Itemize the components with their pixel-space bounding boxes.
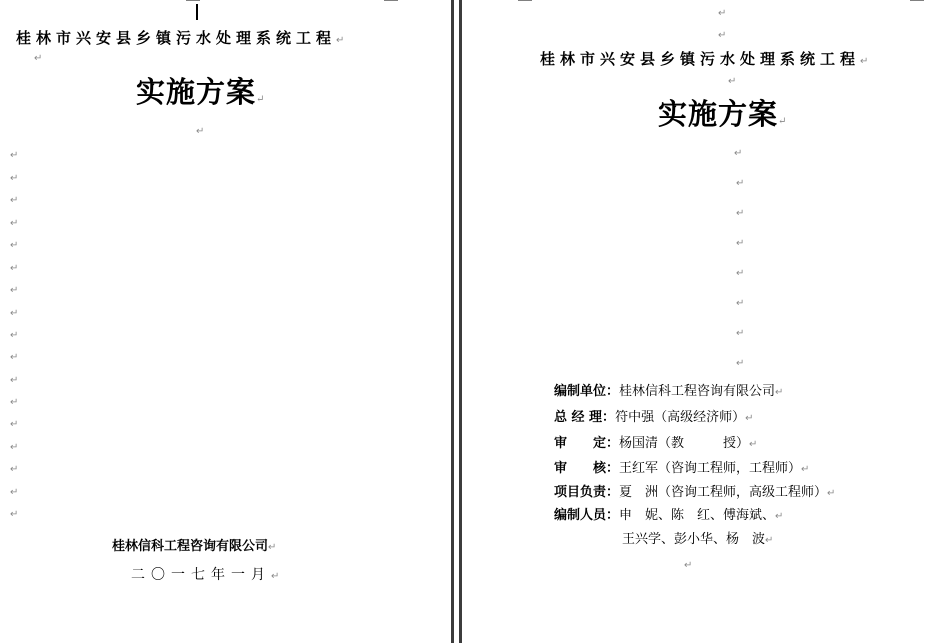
info-row-staff: 编制人员：申 妮、陈 红、傅海斌、 ↵ bbox=[554, 507, 783, 525]
paragraph-mark-icon bbox=[271, 571, 285, 582]
project-title: 桂林市兴安县乡镇污水处理系统工程 ↵ bbox=[16, 27, 349, 48]
paragraph-mark-icon bbox=[10, 464, 18, 475]
paragraph-mark-icon bbox=[736, 358, 744, 369]
info-row-general-manager: 总 经 理：符中强（高级经济师） ↵ bbox=[554, 409, 753, 427]
paragraph-mark-icon bbox=[736, 208, 744, 219]
page-corner-mark bbox=[384, 0, 398, 1]
paragraph-mark-icon bbox=[10, 240, 18, 251]
paragraph-mark-icon bbox=[10, 218, 18, 229]
page-corner-mark bbox=[186, 0, 200, 1]
text-cursor-icon bbox=[196, 4, 198, 20]
paragraph-mark-icon bbox=[775, 387, 783, 398]
paragraph-mark-icon bbox=[684, 560, 692, 571]
paragraph-mark-icon bbox=[736, 268, 744, 279]
paragraph-mark-icon bbox=[775, 511, 783, 522]
paragraph-mark-icon bbox=[827, 488, 835, 499]
paragraph-mark-icon bbox=[10, 195, 18, 206]
paragraph-mark-icon bbox=[734, 148, 742, 159]
paragraph-mark-icon bbox=[256, 94, 265, 105]
paragraph-mark-icon bbox=[10, 442, 18, 453]
paragraph-mark-icon bbox=[10, 263, 18, 274]
paragraph-mark-icon bbox=[860, 56, 873, 67]
paragraph-mark-icon bbox=[801, 464, 809, 475]
paragraph-mark-icon bbox=[10, 509, 18, 520]
page-2[interactable] bbox=[462, 0, 938, 643]
paragraph-mark-icon bbox=[10, 330, 18, 341]
page-corner-mark bbox=[910, 0, 924, 1]
paragraph-mark-icon bbox=[10, 352, 18, 363]
paragraph-mark-icon bbox=[736, 178, 744, 189]
paragraph-mark-icon bbox=[196, 126, 204, 137]
paragraph-mark-icon bbox=[718, 30, 726, 41]
info-row-compiler: 编制单位：桂林信科工程咨询有限公司 ↵ bbox=[554, 383, 783, 401]
paragraph-mark-icon bbox=[749, 439, 757, 450]
paragraph-mark-icon bbox=[10, 308, 18, 319]
paragraph-mark-icon bbox=[34, 53, 42, 64]
paragraph-mark-icon bbox=[745, 413, 753, 424]
paragraph-mark-icon bbox=[336, 35, 349, 46]
info-row-approver: 审 定：杨国清（教 授） ↵ bbox=[554, 435, 757, 453]
paragraph-mark-icon bbox=[10, 150, 18, 161]
paragraph-mark-icon bbox=[268, 542, 276, 553]
paragraph-mark-icon bbox=[765, 535, 773, 546]
paragraph-mark-icon bbox=[10, 173, 18, 184]
paragraph-mark-icon bbox=[728, 76, 736, 87]
project-title: 桂林市兴安县乡镇污水处理系统工程 ↵ bbox=[540, 48, 873, 69]
info-row-staff-continued: 王兴学、彭小华、杨 波 ↵ bbox=[622, 531, 773, 549]
paragraph-mark-icon bbox=[10, 419, 18, 430]
page-corner-mark bbox=[518, 0, 532, 1]
paragraph-mark-icon bbox=[736, 328, 744, 339]
paragraph-mark-icon bbox=[736, 298, 744, 309]
page-divider bbox=[451, 0, 462, 643]
paragraph-mark-icon bbox=[736, 238, 744, 249]
company-name: 桂林信科工程咨询有限公司 ↵ bbox=[112, 535, 276, 554]
paragraph-mark-icon bbox=[10, 375, 18, 386]
paragraph-mark-icon bbox=[10, 487, 18, 498]
plan-title: 实施方案 ↵ bbox=[136, 70, 265, 111]
paragraph-mark-icon bbox=[10, 397, 18, 408]
paragraph-mark-icon bbox=[718, 8, 726, 19]
plan-title: 实施方案 ↵ bbox=[658, 92, 787, 133]
paragraph-mark-icon bbox=[778, 116, 787, 127]
info-row-project-lead: 项目负责：夏 洲（咨询工程师，高级工程师） ↵ bbox=[554, 484, 835, 502]
page-1[interactable] bbox=[0, 0, 451, 643]
paragraph-mark-icon bbox=[10, 285, 18, 296]
info-row-reviewer: 审 核：王红军（咨询工程师，工程师） ↵ bbox=[554, 460, 809, 478]
document-date: 二〇一七年一月 ↵ bbox=[131, 564, 285, 584]
